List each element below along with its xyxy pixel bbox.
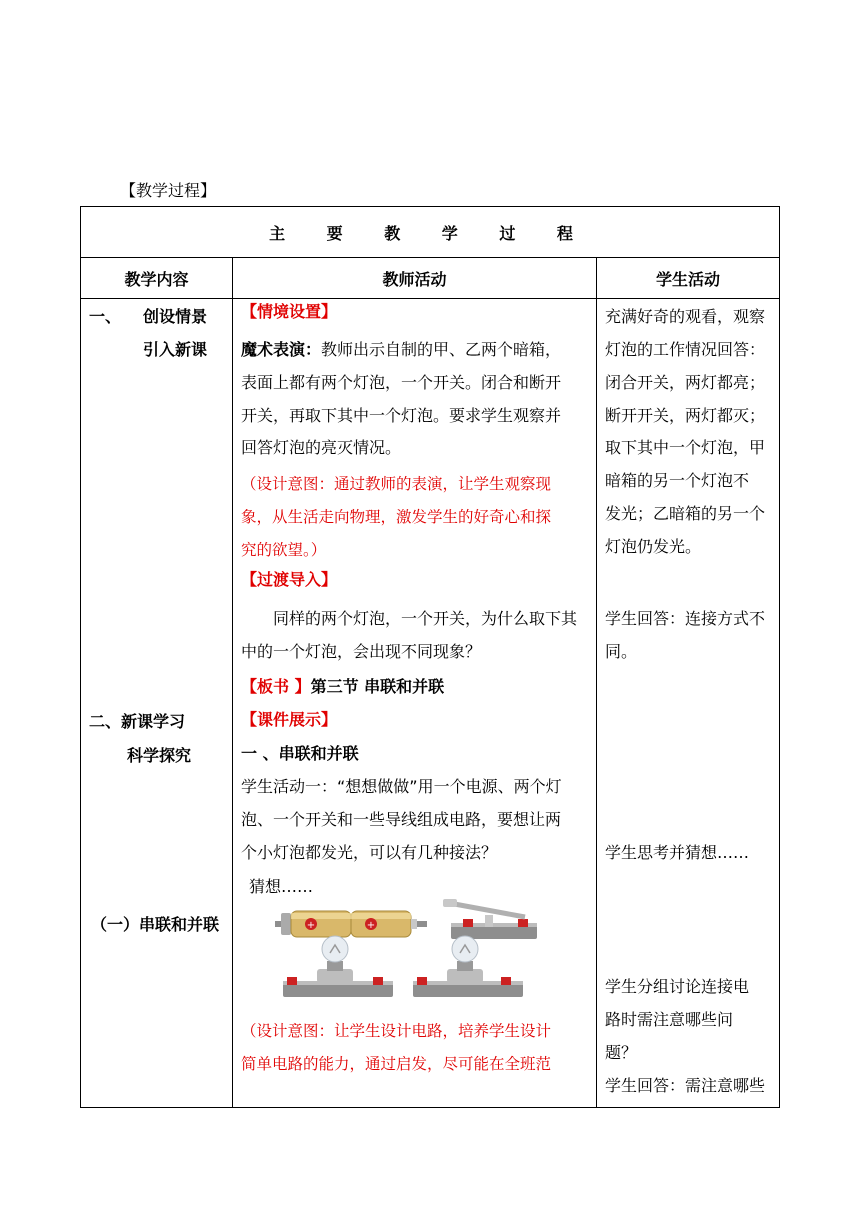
student-reply: 学生回答：需注意哪些 [605,1076,766,1095]
teaching-process-table [80,206,780,1108]
activity-line1: 学生活动一：“想想做做”用一个电源、两个灯 [241,777,562,796]
header-student: 学生活动 [597,258,780,299]
item1-line2: 引入新课 [143,340,208,359]
magic-line1 [241,340,561,360]
header-teacher: 教师活动 [233,258,597,299]
bulb-illustration-2 [413,936,523,997]
item2-line2: 科学探究 [127,746,192,765]
intent2-line1: （设计意图：让学生设计电路，培养学生设计 [241,1022,552,1040]
student-think: 学生思考并猜想…… [605,843,750,862]
student-answer-line1: 学生回答：连接方式不 [605,609,766,628]
transition-line1: 同样的两个灯泡，一个开关，为什么取下其 [273,609,578,628]
item2-line1: 二、新课学习 [89,712,186,731]
activity-line2: 泡、一个开关和一些导线组成电路，要想让两 [241,810,562,829]
bulb-illustration-1 [283,936,393,997]
intent2-line2: 简单电路的能力，通过启发，尽可能在全班范 [241,1055,552,1073]
student-line6: 暗箱的另一个灯泡不 [605,471,750,490]
battery-illustration [275,911,427,937]
magic-line2: 表面上都有两个灯泡，一个开关。闭合和断开 [241,373,562,392]
activity-line3: 个小灯泡都发光，可以有几种接法？ [241,843,498,862]
student-line2: 灯泡的工作情况回答： [605,340,766,359]
battery-plus-2: + [366,920,376,931]
battery-plus-1: + [306,920,316,931]
magic-label: 魔术表演： [241,340,322,359]
student-discuss-line1: 学生分组讨论连接电 [605,977,750,996]
item1-line1: 创设情景 [143,307,208,326]
content-column [81,299,233,1108]
transition-tag: 【过渡导入】 [241,570,338,589]
teacher-column [233,299,597,1108]
item1-number: 一、 [89,307,122,326]
student-discuss-line2: 路时需注意哪些问 [605,1010,734,1029]
item3-heading: （一）串联和并联 [91,915,220,934]
header-content: 教学内容 [81,258,233,299]
intent1-line3: 究的欲望。） [241,541,327,559]
board-tag: 【板书 】 [241,677,311,696]
magic-line4: 回答灯泡的亮灭情况。 [241,438,402,457]
section-heading: 【教学过程】 [120,181,217,200]
courseware-tag: 【课件展示】 [241,710,338,729]
intent1-line2: 象，从生活走向物理，激发学生的好奇心和探 [241,508,552,526]
board-text: 第三节 串联和并联 [310,677,445,696]
magic-text: 教师出示自制的甲、乙两个暗箱， [321,340,562,359]
student-answer-line2: 同。 [605,642,638,661]
student-discuss-line3: 题？ [605,1043,638,1062]
student-line8: 灯泡仍发光。 [605,537,702,556]
guess-text: 猜想…… [249,877,314,896]
magic-line3: 开关，再取下其中一个灯泡。要求学生观察并 [241,406,562,425]
student-column [597,299,780,1108]
circuit-components-figure [273,899,573,1014]
situation-tag: 【情境设置】 [241,302,338,321]
intent1-line1: （设计意图：通过教师的表演，让学生观察现 [241,475,552,493]
switch-illustration [443,899,537,939]
header-row [81,258,780,299]
transition-line2: 中的一个灯泡，会出现不同现象？ [241,642,482,661]
board-line [241,677,444,697]
student-line4: 断开开关，两灯都灭； [605,406,766,425]
student-line7: 发光；乙暗箱的另一个 [605,504,766,523]
student-line1: 充满好奇的观看，观察 [605,307,766,326]
student-line5: 取下其中一个灯泡，甲 [605,438,766,457]
table-title: 主 要 教 学 过 程 [81,207,780,258]
section1-heading: 一 、串联和并联 [241,744,359,763]
student-line3: 闭合开关，两灯都亮； [605,373,766,392]
